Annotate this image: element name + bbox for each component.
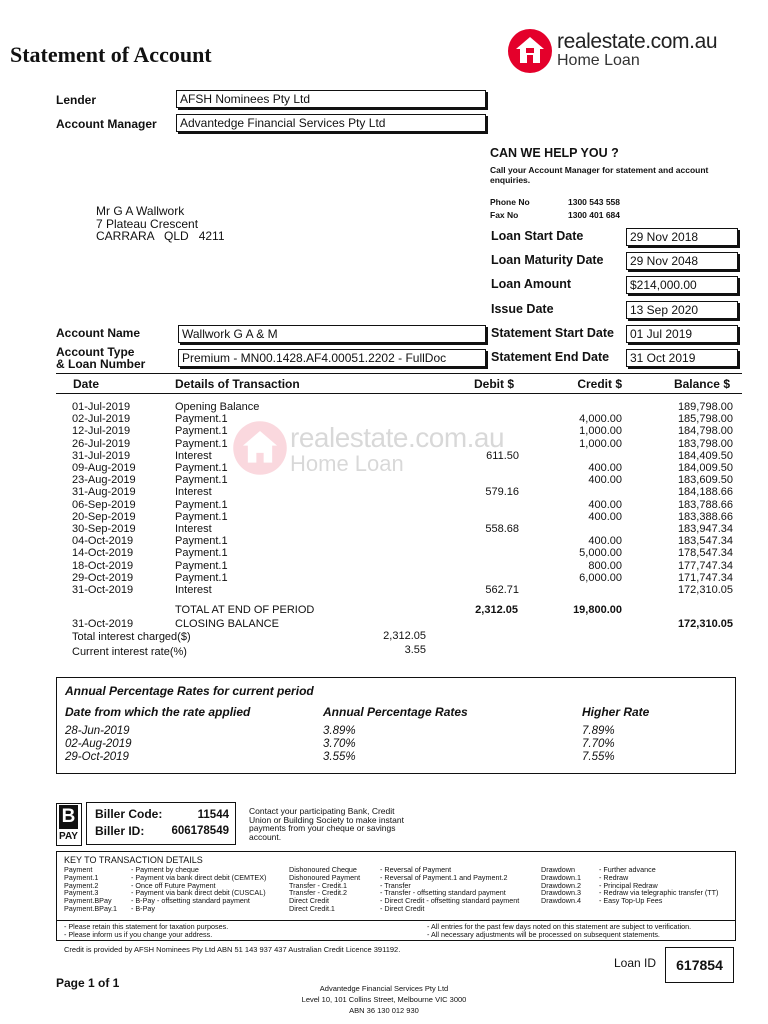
table-row [56, 535, 742, 547]
cell-balance: 183,947.34 [677, 523, 733, 535]
key-entry: - Direct Credit - offsetting standard payment [380, 896, 520, 906]
key-entry: - Further advance [599, 865, 656, 874]
apr-col-rate: Annual Percentage Rates [323, 705, 468, 719]
cell-details: Interest [175, 584, 212, 596]
lender-value: AFSH Nominees Pty Ltd [176, 90, 486, 108]
key-entry: Dishonoured Cheque [289, 865, 357, 874]
key-entry: - B-Pay [131, 903, 155, 913]
interest-charged-value: 2,312.05 [383, 630, 426, 642]
table-row [56, 486, 742, 498]
biller-id-value: 606178549 [171, 825, 229, 837]
loan-id-value: 617854 [665, 947, 734, 983]
key-entry: Direct Credit.1 [289, 903, 335, 913]
phone-value: 1300 543 558 [568, 197, 620, 207]
key-notes-right: - All entries for the past few days noted on this statement are subject to verification. - All necessary adjustments will be processed on subsequent statements. [427, 922, 692, 939]
credit-line: Credit is provided by AFSH Nominees Pty Ltd ABN 51 143 937 437 Australian Credit Licence 391192. [64, 945, 401, 954]
table-header-rule [56, 393, 742, 394]
key-entry: - B-Pay - offsetting standard payment [131, 896, 250, 906]
cell-balance: 183,798.00 [677, 437, 733, 450]
interest-rate-value: 3.55 [404, 644, 426, 656]
cell-balance: 183,547.34 [677, 535, 733, 548]
statement-end-value: 31 Oct 2019 [626, 349, 738, 367]
apr-date: 28-Jun-2019 [65, 725, 130, 737]
loan-amount-label: Loan Amount [491, 277, 572, 291]
address-line: CARRARA QLD 4211 [96, 229, 225, 243]
interest-charged-label: Total interest charged($) [72, 631, 191, 643]
page-title: Statement of Account [10, 42, 212, 67]
account-name-label: Account Name [56, 326, 141, 340]
cell-balance: 184,409.50 [677, 449, 733, 462]
apr-rate: 3.89% [323, 725, 356, 737]
cell-balance: 184,009.50 [677, 462, 733, 474]
table-row [56, 450, 742, 462]
key-entry: - Once off Future Payment [131, 880, 216, 890]
biller-code-value: 11544 [197, 809, 229, 821]
cell-date: 26-Jul-2019 [72, 437, 131, 450]
key-title: KEY TO TRANSACTION DETAILS [64, 855, 203, 865]
brand-sub: Home Loan [557, 52, 640, 69]
key-col-2 [131, 866, 266, 913]
key-entry: - Transfer - offsetting standard payment [380, 888, 506, 898]
cell-date: 31-Jul-2019 [72, 449, 131, 462]
key-entry: - Transfer [380, 880, 411, 890]
apr-dates [65, 725, 132, 764]
cell-date: 02-Jul-2019 [72, 413, 131, 426]
total-debit: 2,312.05 [475, 604, 518, 616]
cell-balance: 183,788.66 [677, 498, 733, 511]
bpay-logo-text: PAY [59, 831, 78, 842]
key-entry: - Principal Redraw [599, 880, 658, 890]
cell-date: 06-Sep-2019 [72, 498, 136, 511]
cell-date: 01-Jul-2019 [72, 401, 131, 413]
cell-date: 18-Oct-2019 [72, 559, 134, 572]
cell-details: Payment.1 [175, 437, 228, 450]
table-row [56, 462, 742, 474]
cell-balance: 178,547.34 [677, 547, 733, 560]
key-entry: - Reversal of Payment.1 and Payment.2 [380, 872, 508, 882]
account-type-label: Account Type & Loan Number [56, 345, 146, 371]
cell-credit: 400.00 [588, 462, 622, 474]
key-entry: Transfer - Credit.2 [289, 888, 348, 898]
cell-details: Payment.1 [175, 547, 228, 560]
key-entry: Transfer - Credit.1 [289, 880, 348, 890]
cell-details: Payment.1 [175, 571, 228, 584]
cell-details: Payment.1 [175, 510, 228, 523]
cell-debit: 579.16 [485, 486, 519, 499]
col-date-header: Date [73, 377, 100, 391]
issue-date-value: 13 Sep 2020 [626, 301, 738, 319]
table-top-rule [56, 373, 742, 374]
cell-credit: 400.00 [588, 510, 622, 523]
table-row [56, 511, 742, 523]
key-entry: Payment [64, 865, 93, 874]
loan-amount-value: $214,000.00 [626, 276, 738, 294]
apr-higher: 7.70% [582, 738, 615, 750]
key-entry: - Payment via bank direct debit (CUSCAL) [131, 888, 266, 898]
help-text: Call your Account Manager for statement and account enquiries. [490, 165, 709, 185]
account-name-value: Wallwork G A & M [178, 325, 486, 343]
cell-debit: 558.68 [485, 523, 519, 535]
key-entry: - Reversal of Payment [380, 865, 452, 874]
cell-details: Payment.1 [175, 498, 228, 511]
total-credit: 19,800.00 [573, 604, 622, 616]
watermark-brand: realestate.com.au [290, 422, 505, 453]
apr-higher: 7.55% [582, 751, 615, 763]
cell-credit: 400.00 [588, 498, 622, 511]
closing-date: 31-Oct-2019 [72, 618, 134, 630]
cell-credit: 4,000.00 [579, 413, 622, 426]
lender-label: Lender [56, 93, 97, 107]
address-line: Mr G A Wallwork [96, 204, 185, 218]
apr-rate: 3.55% [323, 751, 356, 763]
biller-id-label: Biller ID: [95, 824, 145, 838]
cell-details: Opening Balance [175, 401, 260, 413]
bpay-instructions: Contact your participating Bank, Credit Union or Building Society to make instant payments from your cheque or savings account. [249, 806, 404, 842]
cell-credit: 1,000.00 [579, 437, 622, 450]
cell-balance: 183,609.50 [677, 474, 733, 487]
table-row [56, 572, 742, 584]
key-entry: - Payment by cheque [131, 865, 199, 874]
key-entry: Dishonoured Payment [289, 872, 361, 882]
key-entry: Payment.BPay [64, 896, 112, 906]
cell-date: 14-Oct-2019 [72, 547, 134, 560]
help-title: CAN WE HELP YOU ? [490, 146, 619, 160]
apr-rate: 3.70% [323, 738, 356, 750]
issue-date-label: Issue Date [491, 302, 554, 316]
apr-col-date: Date from which the rate applied [65, 705, 251, 719]
closing-balance: 172,310.05 [677, 618, 733, 630]
cell-balance: 177,747.34 [677, 559, 733, 572]
cell-details: Payment.1 [175, 474, 228, 487]
cell-date: 20-Sep-2019 [72, 510, 136, 523]
cell-credit: 1,000.00 [579, 425, 622, 438]
key-entry: - Payment via bank direct debit (CEMTEX) [131, 872, 267, 882]
apr-date: 02-Aug-2019 [65, 738, 132, 750]
biller-code-label: Biller Code: [95, 807, 163, 821]
mailing-address [96, 205, 225, 243]
key-col-4 [380, 866, 519, 913]
cell-date: 29-Oct-2019 [72, 571, 134, 584]
statement-start-label: Statement Start Date [491, 326, 614, 340]
key-entry: Payment.1 [64, 872, 99, 882]
col-balance-header: Balance $ [673, 377, 730, 391]
cell-details: Interest [175, 449, 212, 462]
cell-date: 04-Oct-2019 [72, 535, 134, 548]
cell-date: 31-Aug-2019 [72, 486, 136, 499]
key-col-3 [289, 866, 360, 913]
cell-date: 30-Sep-2019 [72, 523, 136, 535]
key-entry: Payment.2 [64, 880, 99, 890]
cell-details: Payment.1 [175, 425, 228, 438]
cell-balance: 172,310.05 [677, 584, 733, 596]
brand-name: realestate.com.au [557, 30, 718, 53]
loan-id-label: Loan ID [614, 956, 657, 970]
key-entry: Payment.3 [64, 888, 99, 898]
page-number: Page 1 of 1 [56, 976, 120, 990]
key-entry: - Direct Credit [380, 903, 425, 913]
address-line: 7 Plateau Crescent [96, 216, 199, 231]
loan-start-label: Loan Start Date [491, 229, 584, 243]
total-label: TOTAL AT END OF PERIOD [175, 604, 315, 616]
loan-start-value: 29 Nov 2018 [626, 228, 738, 246]
cell-balance: 171,747.34 [677, 571, 733, 584]
key-entry: - Easy Top-Up Fees [599, 896, 663, 906]
cell-details: Payment.1 [175, 413, 228, 426]
key-entry: Drawdown.3 [541, 888, 581, 898]
apr-higher: 7.89% [582, 725, 615, 737]
key-entry: Drawdown.1 [541, 872, 581, 882]
cell-date: 23-Aug-2019 [72, 474, 136, 487]
table-row [56, 584, 742, 596]
cell-credit: 400.00 [588, 535, 622, 548]
closing-label: CLOSING BALANCE [175, 618, 279, 630]
col-debit-header: Debit $ [473, 377, 514, 391]
col-details-header: Details of Transaction [175, 377, 300, 391]
col-credit-header: Credit $ [577, 377, 622, 391]
brand-logo [507, 28, 747, 74]
cell-credit: 400.00 [588, 474, 622, 487]
key-entry: Payment.BPay.1 [64, 903, 117, 913]
key-entry: Direct Credit [289, 896, 329, 906]
cell-debit: 562.71 [485, 584, 519, 596]
key-entry: Drawdown [541, 865, 575, 874]
cell-details: Payment.1 [175, 559, 228, 572]
apr-higher-rates [582, 725, 615, 764]
fax-value: 1300 401 684 [568, 210, 620, 220]
bpay-logo-icon: B [59, 805, 78, 829]
biller-box [86, 802, 236, 845]
cell-balance: 185,798.00 [677, 413, 733, 426]
bpay-logo [56, 803, 82, 846]
key-entry: Drawdown.4 [541, 896, 581, 906]
cell-details: Payment.1 [175, 535, 228, 548]
apr-date: 29-Oct-2019 [65, 751, 129, 763]
table-row [56, 474, 742, 486]
table-row [56, 560, 742, 572]
table-row [56, 547, 742, 559]
key-col-6 [599, 866, 718, 905]
key-entry: - Redraw [599, 872, 629, 882]
watermark-sub: Home Loan [290, 451, 404, 476]
interest-rate-label: Current interest rate(%) [72, 646, 187, 658]
account-manager-value: Advantedge Financial Services Pty Ltd [176, 114, 486, 132]
account-manager-label: Account Manager [56, 117, 157, 131]
cell-credit: 6,000.00 [579, 571, 622, 584]
table-row [56, 413, 742, 425]
table-row [56, 425, 742, 437]
phone-label: Phone No [490, 197, 530, 207]
cell-credit: 5,000.00 [579, 547, 622, 560]
cell-debit: 611.50 [486, 449, 519, 462]
loan-maturity-label: Loan Maturity Date [491, 253, 604, 267]
statement-start-value: 01 Jul 2019 [626, 325, 738, 343]
key-entry: Drawdown.2 [541, 880, 581, 890]
table-row [56, 401, 742, 413]
fax-label: Fax No [490, 210, 519, 220]
key-divider [56, 920, 736, 921]
cell-date: 12-Jul-2019 [72, 425, 131, 438]
cell-balance: 183,388.66 [677, 510, 733, 523]
apr-title: Annual Percentage Rates for current period [65, 684, 314, 698]
key-col-1 [64, 866, 117, 913]
footer-company: Advantedge Financial Services Pty Ltd Level 10, 101 Collins Street, Melbourne VIC 3000 ABN 36 130 012 930 [301, 984, 467, 1015]
cell-date: 09-Aug-2019 [72, 462, 136, 474]
table-row [56, 523, 742, 535]
cell-details: Interest [175, 523, 212, 535]
cell-details: Payment.1 [175, 462, 228, 474]
account-type-value: Premium - MN00.1428.AF4.00051.2202 - FullDoc [178, 349, 486, 367]
table-row [56, 438, 742, 450]
key-entry: - Redraw via telegraphic transfer (TT) [599, 888, 719, 898]
cell-balance: 184,188.66 [677, 486, 733, 499]
table-row [56, 499, 742, 511]
apr-col-higher: Higher Rate [582, 705, 650, 719]
cell-date: 31-Oct-2019 [72, 584, 134, 596]
loan-maturity-value: 29 Nov 2048 [626, 252, 738, 270]
statement-end-label: Statement End Date [491, 350, 610, 364]
home-logo-icon [507, 28, 553, 74]
apr-rates [323, 725, 356, 764]
cell-balance: 189,798.00 [677, 401, 733, 413]
cell-credit: 800.00 [588, 559, 622, 572]
key-notes-left: - Please retain this statement for taxation purposes. - Please inform us if you change your address. [64, 922, 229, 939]
key-col-5 [541, 866, 581, 905]
cell-balance: 184,798.00 [677, 425, 733, 438]
cell-details: Interest [175, 486, 212, 499]
